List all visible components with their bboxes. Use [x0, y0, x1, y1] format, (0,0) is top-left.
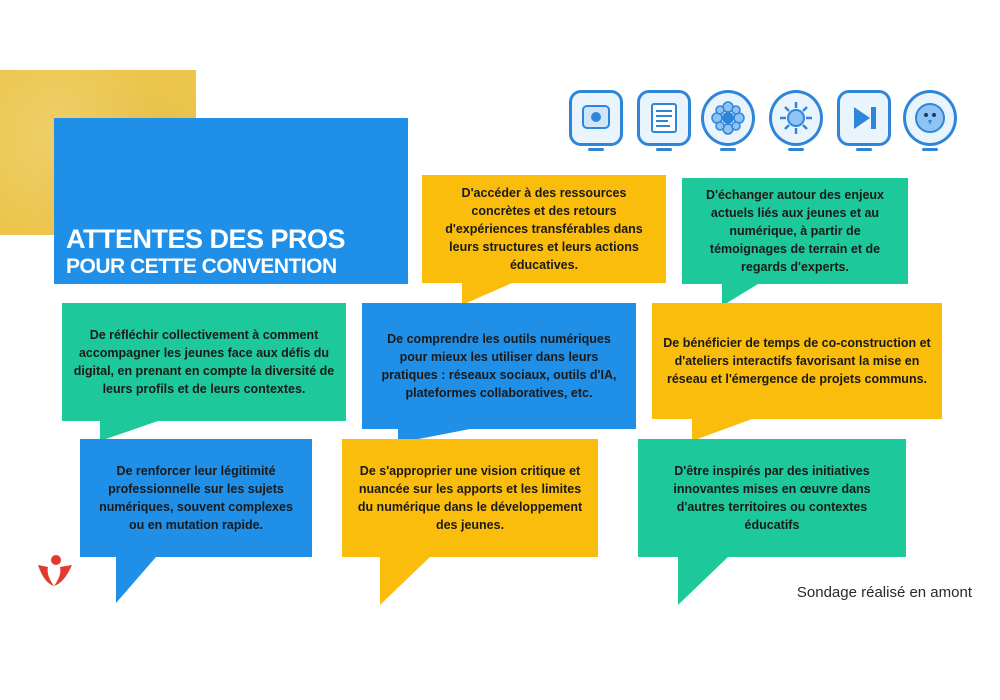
bubble-understand-tools: De comprendre les outils numériques pour mieux les utiliser dans leurs pratiques : réseaux sociaux, outils d'IA, plateformes collaboratives, etc. [362, 303, 636, 429]
bubble-tail [116, 557, 156, 603]
survey-credit: Sondage réalisé en amont [796, 584, 972, 601]
tv-screen-icon [569, 90, 623, 146]
bird-icon [903, 90, 957, 146]
icon-row [563, 90, 973, 160]
bubble-tail [380, 557, 430, 605]
bubble-exchange: D'échanger autour des enjeux actuels liés aux jeunes et au numérique, à partir de témoignages de terrain et de regards d'experts. [682, 178, 908, 284]
play-pause-icon [837, 90, 891, 146]
bubble-tail [692, 419, 752, 441]
bubble-reflect: De réfléchir collectivement à comment accompagner les jeunes face aux défis du digital, en prenant en compte la diversité de leurs profils et de leurs contextes. [62, 303, 346, 421]
title-line-1: ATTENTES DES PROS [66, 224, 346, 254]
title-line-2: POUR CETTE CONVENTION [66, 255, 337, 278]
bubble-legitimacy: De renforcer leur légitimité professionnelle sur les sujets numériques, souvent complexes ou en mutation rapide. [80, 439, 312, 557]
bubble-tail [678, 557, 728, 605]
bubble-tail [100, 421, 158, 441]
bubble-critical-vision: De s'approprier une vision critique et nuancée sur les apports et les limites du numérique dans le développement des jeunes. [342, 439, 598, 557]
bubble-co-construction: De bénéficier de temps de co-construction et d'ateliers interactifs favorisant la mise en réseau et l'émergence de projets communs. [652, 303, 942, 419]
bubble-tail [462, 283, 512, 305]
flower-icon [701, 90, 755, 146]
bubble-resources: D'accéder à des ressources concrètes et des retours d'expériences transférables dans leurs structures et leurs actions éducatives. [422, 175, 666, 283]
bubble-inspired: D'être inspirés par des initiatives innovantes mises en œuvre dans d'autres territoires ou contextes éducatifs [638, 439, 906, 557]
sun-icon [769, 90, 823, 146]
document-icon [637, 90, 691, 146]
brand-logo [34, 553, 74, 589]
